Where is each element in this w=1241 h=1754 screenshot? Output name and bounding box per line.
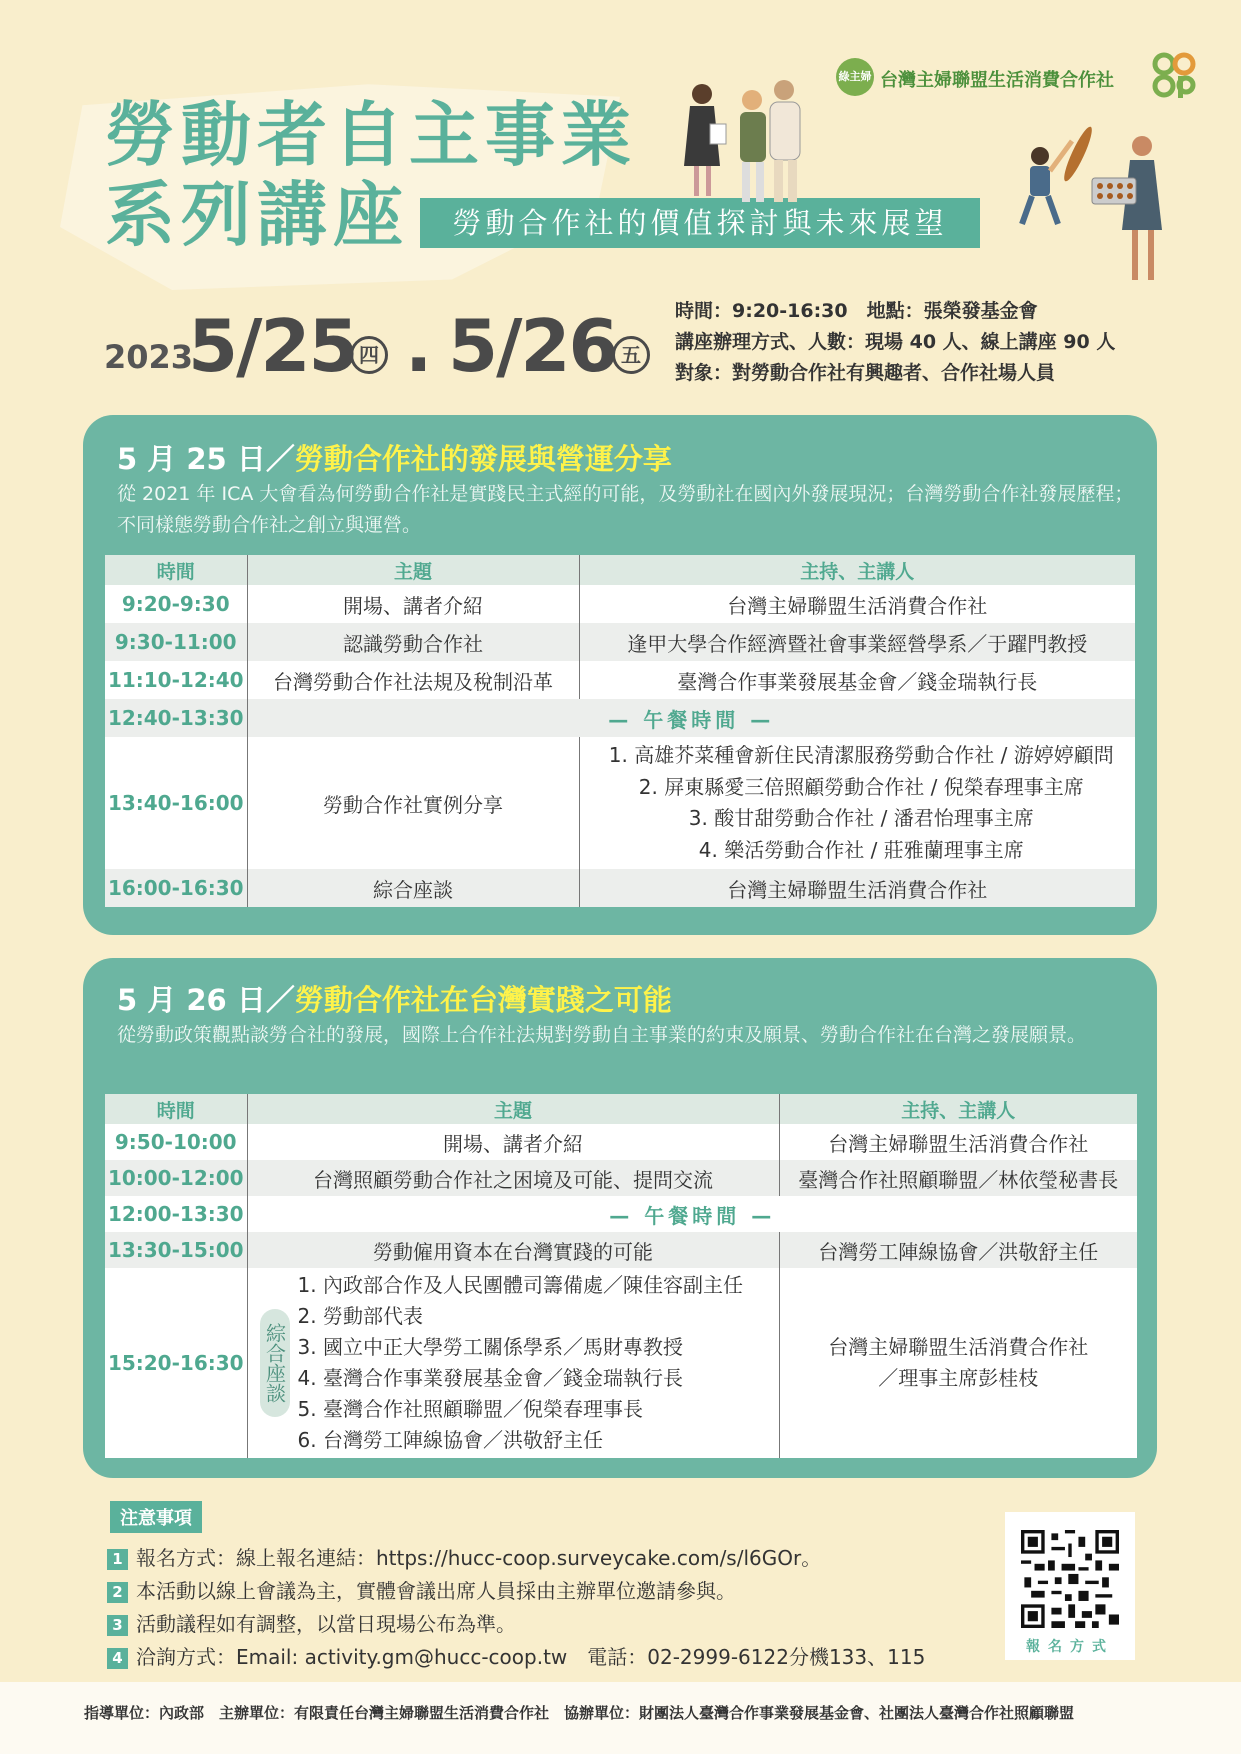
lunch-label: — 午餐時間 — <box>247 699 1135 737</box>
row-speaker: 台灣主婦聯盟生活消費合作社 <box>828 1131 1089 1156</box>
event-year: 2023 <box>104 338 194 376</box>
footer-organizers: 指導單位：內政部 主辦單位：有限責任台灣主婦聯盟生活消費合作社 協辦單位：財團法人臺灣合作事業發展基金會、社團法人臺灣合作社照顧聯盟 <box>84 1704 1075 1722</box>
list-item: 2. 勞動部代表 <box>297 1304 423 1328</box>
day1-date: 5/25 <box>188 304 357 388</box>
row-time: 9:20-9:30 <box>105 585 247 623</box>
day2-title <box>117 978 672 1019</box>
table-row <box>105 585 1135 623</box>
list-item: 4. 樂活勞動合作社 / 莊雅蘭理事主席 <box>698 837 1024 862</box>
header-topic: 主題 <box>247 1094 779 1124</box>
note-text: 本活動以線上會議為主，實體會議出席人員採由主辦單位邀請參與。 <box>136 1579 736 1603</box>
table-row <box>105 661 1135 699</box>
info-time-location: 時間：9:20-16:30 地點：張榮發基金會 <box>675 300 1038 322</box>
lunch-row <box>105 1196 1137 1232</box>
people-illustration <box>680 76 810 206</box>
panelist-list <box>298 1270 743 1456</box>
baker-illustration <box>1010 126 1190 296</box>
row-time: 11:10-12:40 <box>105 661 247 699</box>
row-time: 9:50-10:00 <box>105 1124 247 1160</box>
table-row <box>105 1160 1137 1196</box>
title-line2: 系列講座 <box>105 174 409 256</box>
list-item: 1. 內政部合作及人民團體司籌備處／陳佳容副主任 <box>297 1273 743 1297</box>
day1-description: 從 2021 年 ICA 大會看為何勞動合作社是實踐民主式經的可能，及勞動社在國內外發展現況；台灣勞動合作社發展歷程；不同樣態勞動合作社之創立與運營。 <box>117 483 1134 536</box>
day2-weekday: 五 <box>612 336 650 374</box>
row-time: 13:30-15:00 <box>105 1232 247 1268</box>
day1-panel <box>83 415 1157 935</box>
row-topic: 綜合座談 <box>247 869 579 907</box>
list-item: 1. 高雄芥菜種會新住民清潔服務勞動合作社 / 游婷婷顧問 <box>608 743 1114 767</box>
header-time: 時間 <box>105 1094 247 1124</box>
day2-date-label: 5 月 26 日／ <box>117 983 295 1017</box>
notes-heading: 注意事項 <box>110 1501 202 1533</box>
note-item <box>107 1608 516 1637</box>
panel-discussion-cell <box>247 1268 779 1458</box>
note-text: 活動議程如有調整，以當日現場公布為準。 <box>136 1612 516 1636</box>
row-topic: 台灣照顧勞動合作社之困境及可能、提問交流 <box>247 1160 779 1196</box>
qr-code-icon[interactable] <box>1005 1512 1135 1632</box>
list-item: 2. 屏東縣愛三倍照顧勞動合作社 / 倪榮春理事主席 <box>638 774 1084 799</box>
header-topic: 主題 <box>247 555 579 585</box>
note-number: 3 <box>107 1615 128 1636</box>
list-item: 4. 臺灣合作事業發展基金會／錢金瑞執行長 <box>297 1366 683 1390</box>
day2-panel <box>83 958 1157 1478</box>
speaker-line2: ／理事主席彭桂枝 <box>878 1366 1039 1390</box>
row-topic: 台灣勞動合作社法規及稅制沿革 <box>247 661 579 699</box>
list-item: 6. 台灣勞工陣線協會／洪敬舒主任 <box>297 1428 603 1452</box>
title-line1: 勞動者自主事業 <box>105 94 637 176</box>
row-time: 16:00-16:30 <box>105 869 247 907</box>
lunch-label: — 午餐時間 — <box>609 1203 776 1228</box>
row-speaker: 臺灣合作社照顧聯盟／林依瑩秘書長 <box>779 1160 1137 1196</box>
speaker-list <box>579 737 1135 869</box>
note-item <box>107 1641 925 1670</box>
day2-date: 5/26 <box>448 304 617 388</box>
row-speaker <box>779 1268 1137 1458</box>
lunch-row <box>105 699 1135 737</box>
day1-schedule-table <box>105 555 1135 907</box>
row-topic: 認識勞動合作社 <box>247 623 579 661</box>
row-time: 15:20-16:30 <box>105 1268 247 1458</box>
row-time: 13:40-16:00 <box>105 737 247 869</box>
qr-label: 報名方式 <box>1026 1639 1114 1655</box>
table-row <box>105 1268 1137 1458</box>
day2-description: 從勞動政策觀點談勞合社的發展，國際上合作社法規對勞動自主事業的約束及願景、勞動合作社在台灣之發展願景。 <box>117 1024 1087 1046</box>
day1-title <box>117 437 672 478</box>
hucc-logo-icon: 綠主婦 <box>836 58 874 96</box>
row-topic: 開場、講者介紹 <box>247 1124 779 1160</box>
day1-date-label: 5 月 25 日／ <box>117 442 295 476</box>
table-row <box>105 1124 1137 1160</box>
row-speaker: 台灣主婦聯盟生活消費合作社 <box>579 869 1135 907</box>
date-separator: . <box>405 304 431 388</box>
table-header-row <box>105 555 1135 585</box>
row-time: 9:30-11:00 <box>105 623 247 661</box>
info-format: 講座辦理方式、人數：現場 40 人、線上講座 90 人 <box>675 331 1116 353</box>
row-topic: 勞動僱用資本在台灣實踐的可能 <box>247 1232 779 1268</box>
table-row <box>105 1232 1137 1268</box>
note-item <box>107 1575 736 1604</box>
day2-schedule-table <box>105 1094 1137 1458</box>
table-header-row <box>105 1094 1137 1124</box>
info-audience: 對象：對勞動合作社有興趣者、合作社場人員 <box>675 362 1056 384</box>
header-speaker: 主持、主講人 <box>779 1094 1137 1124</box>
row-speaker: 臺灣合作事業發展基金會／錢金瑞執行長 <box>677 669 1038 694</box>
row-speaker: 台灣主婦聯盟生活消費合作社 <box>727 593 988 618</box>
note-number: 2 <box>107 1582 128 1603</box>
row-time: 12:40-13:30 <box>105 699 247 737</box>
day2-topic: 勞動合作社在台灣實踐之可能 <box>294 983 672 1017</box>
row-time: 10:00-12:00 <box>105 1160 247 1196</box>
note-number: 1 <box>107 1549 128 1570</box>
table-row <box>105 623 1135 661</box>
subtitle-banner: 勞動合作社的價值探討與未來展望 <box>420 198 980 248</box>
table-row <box>105 737 1135 869</box>
list-item: 3. 國立中正大學勞工關係學系／馬財專教授 <box>297 1335 683 1359</box>
panel-discussion-badge: 綜合座談 <box>260 1309 290 1417</box>
row-speaker: 台灣勞工陣線協會／洪敬舒主任 <box>779 1232 1137 1268</box>
row-topic: 勞動合作社實例分享 <box>247 737 579 869</box>
table-row <box>105 869 1135 907</box>
list-item: 3. 酸甘甜勞動合作社 / 潘君怡理事主席 <box>688 806 1034 830</box>
note-text[interactable]: 報名方式：線上報名連結：https://hucc-coop.surveycake.com/s/l6GOr。 <box>136 1546 822 1570</box>
org-name: 台灣主婦聯盟生活消費合作社 <box>880 70 1114 91</box>
coop-logo-icon <box>1150 52 1196 100</box>
speaker-line1: 台灣主婦聯盟生活消費合作社 <box>828 1335 1089 1359</box>
list-item: 5. 臺灣合作社照顧聯盟／倪榮春理事長 <box>297 1397 643 1421</box>
note-number: 4 <box>107 1648 128 1669</box>
header-speaker: 主持、主講人 <box>579 555 1135 585</box>
row-time: 12:00-13:30 <box>105 1196 247 1232</box>
note-text: 洽詢方式：Email: activity.gm@hucc-coop.tw 電話：02-2999-6122分機133、115 <box>136 1645 926 1669</box>
note-item <box>107 1542 821 1571</box>
day1-topic: 勞動合作社的發展與營運分享 <box>294 442 672 476</box>
row-topic: 開場、講者介紹 <box>247 585 579 623</box>
row-speaker: 逢甲大學合作經濟暨社會事業經營學系／于躍門教授 <box>579 623 1135 661</box>
day1-weekday: 四 <box>350 336 388 374</box>
header-time: 時間 <box>105 555 247 585</box>
